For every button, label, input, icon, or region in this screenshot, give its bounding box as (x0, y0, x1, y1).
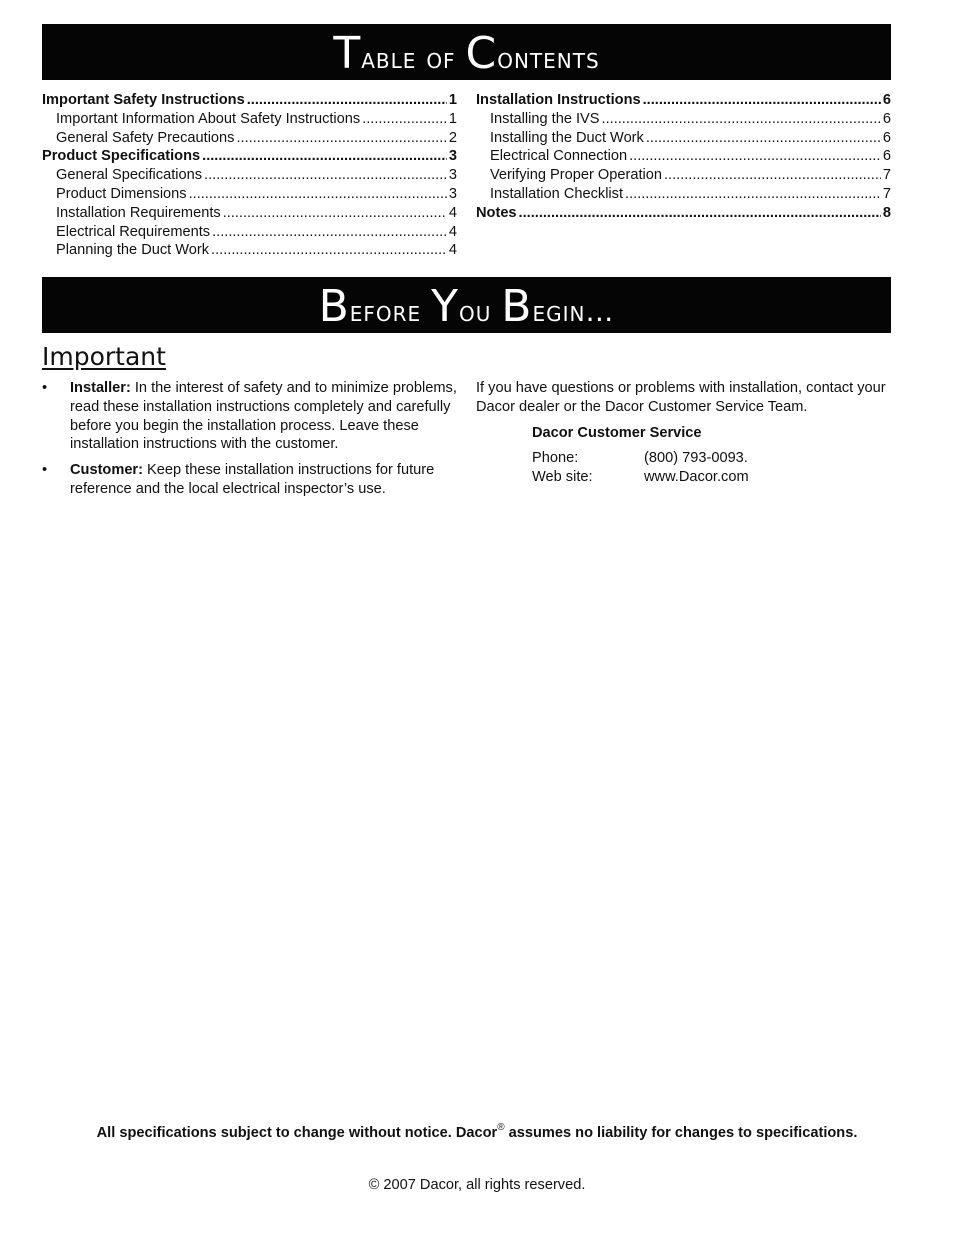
toc-entry-title: Installation Checklist (490, 185, 624, 202)
bullet-label: Installer: (70, 380, 131, 396)
toc-entry[interactable] (476, 166, 891, 185)
toc-entry[interactable] (42, 129, 457, 148)
bullet-label: Customer: (70, 462, 143, 479)
banner-text: ou (458, 295, 502, 328)
toc-page-number: 4 (448, 223, 457, 240)
toc-leader-dots (643, 91, 881, 110)
toc-entry[interactable] (42, 241, 457, 260)
toc-entry-title: Product Dimensions (56, 185, 187, 202)
toc-leader-dots (236, 129, 446, 148)
toc-leader-dots (204, 166, 447, 185)
toc-leader-dots (247, 91, 447, 110)
toc-page-number: 6 (882, 129, 891, 146)
disclaimer-text: assumes no liability for changes to specifications. (504, 1124, 858, 1141)
banner-initial: B (318, 281, 350, 332)
toc-entry[interactable] (42, 110, 457, 129)
phone-label: Phone: (532, 450, 579, 467)
toc-entry[interactable] (42, 147, 457, 166)
toc-entry-title: General Safety Precautions (56, 129, 235, 146)
toc-leader-dots (202, 147, 447, 166)
toc-page-number: 3 (448, 148, 457, 165)
toc-page-number: 6 (882, 110, 891, 127)
toc-page-number: 6 (882, 92, 891, 108)
toc-entry-title: Installation Instructions (476, 92, 641, 108)
website-row (532, 468, 896, 487)
toc-entry-title: Installation Requirements (56, 204, 221, 221)
toc-page-number: 6 (882, 148, 891, 165)
banner-text: egin… (532, 295, 615, 328)
toc-entry-title: Important Safety Instructions (42, 92, 245, 108)
important-heading: Important (42, 342, 166, 371)
banner-text: efore (349, 295, 432, 328)
bullet-text: In the interest of safety and to minimize problems, read these installation instructions completely and carefully before you begin the installation process. Leave these installation instructions with the customer. (70, 380, 457, 453)
banner-initial: Y (431, 281, 459, 332)
toc-entry[interactable] (476, 129, 891, 148)
toc-leader-dots (212, 223, 447, 242)
toc-page-number: 3 (448, 167, 457, 184)
toc-entry[interactable] (476, 110, 891, 129)
registered-mark: ® (497, 1122, 505, 1133)
toc-entry-title: General Specifications (56, 167, 203, 184)
toc-entry[interactable] (476, 147, 891, 166)
list-item (42, 379, 462, 454)
toc-entry[interactable] (42, 91, 457, 110)
toc-entry-title: Installing the IVS (490, 110, 600, 127)
toc-leader-dots (189, 185, 447, 204)
toc-right-column (476, 91, 891, 223)
toc-entry-title: Notes (476, 204, 517, 221)
toc-entry-title: Electrical Connection (490, 148, 628, 165)
table-of-contents-banner (42, 24, 891, 80)
toc-entry-title: Product Specifications (42, 148, 201, 165)
toc-leader-dots (629, 147, 881, 166)
toc-page-number: 7 (882, 185, 891, 202)
website-link[interactable]: www.Dacor.com (644, 469, 749, 486)
toc-entry-title: Planning the Duct Work (56, 242, 210, 259)
banner-initial: C (465, 28, 498, 79)
toc-leader-dots (362, 110, 447, 129)
toc-leader-dots (602, 110, 881, 129)
toc-page-number: 1 (448, 92, 457, 108)
disclaimer-text: All specifications subject to change without notice. Dacor (96, 1124, 498, 1141)
toc-entry[interactable] (42, 223, 457, 242)
toc-entry[interactable] (476, 91, 891, 110)
bullet-marker: • (42, 462, 48, 479)
toc-entry[interactable] (476, 185, 891, 204)
important-bullet-list (42, 379, 462, 506)
banner-initial: B (501, 281, 533, 332)
toc-entry-title: Verifying Proper Operation (490, 167, 662, 184)
website-label: Web site: (532, 469, 593, 486)
before-you-begin-banner (42, 277, 891, 333)
bullet-text: Keep these installation instructions for future reference and the local electrical inspector’s use. (70, 462, 435, 497)
bullet-marker: • (42, 380, 48, 396)
banner-text: ontents (497, 42, 600, 75)
contact-intro: If you have questions or problems with installation, contact your Dacor dealer or the Dacor Customer Service Team. (476, 380, 886, 415)
contact-block (476, 379, 896, 487)
toc-entry-title: Important Information About Safety Instructions (56, 110, 361, 127)
toc-page-number: 8 (882, 204, 891, 221)
toc-entry[interactable] (42, 204, 457, 223)
banner-initial: T (333, 28, 362, 79)
toc-page-number: 7 (882, 167, 891, 184)
toc-entry-title: Installing the Duct Work (490, 129, 644, 146)
phone-row (532, 449, 896, 468)
toc-entry[interactable] (476, 204, 891, 223)
toc-page-number: 4 (448, 204, 457, 221)
toc-page-number: 1 (448, 110, 457, 127)
toc-leader-dots (625, 185, 881, 204)
toc-entry[interactable] (42, 185, 457, 204)
customer-service-title: Dacor Customer Service (532, 424, 702, 441)
toc-page-number: 2 (448, 129, 457, 146)
toc-page-number: 3 (448, 185, 457, 202)
specifications-disclaimer (0, 1123, 954, 1141)
toc-leader-dots (646, 129, 881, 148)
banner-text: able of (361, 42, 466, 75)
copyright: © 2007 Dacor, all rights reserved. (368, 1177, 586, 1193)
toc-leader-dots (664, 166, 881, 185)
toc-leader-dots (223, 204, 447, 223)
toc-entry-title: Electrical Requirements (56, 223, 211, 240)
toc-entry[interactable] (42, 166, 457, 185)
phone-value: (800) 793-0093. (644, 450, 748, 467)
toc-leader-dots (211, 241, 447, 260)
toc-leader-dots (519, 204, 881, 223)
list-item (42, 461, 462, 499)
toc-page-number: 4 (448, 242, 457, 259)
toc-left-column (42, 91, 457, 260)
